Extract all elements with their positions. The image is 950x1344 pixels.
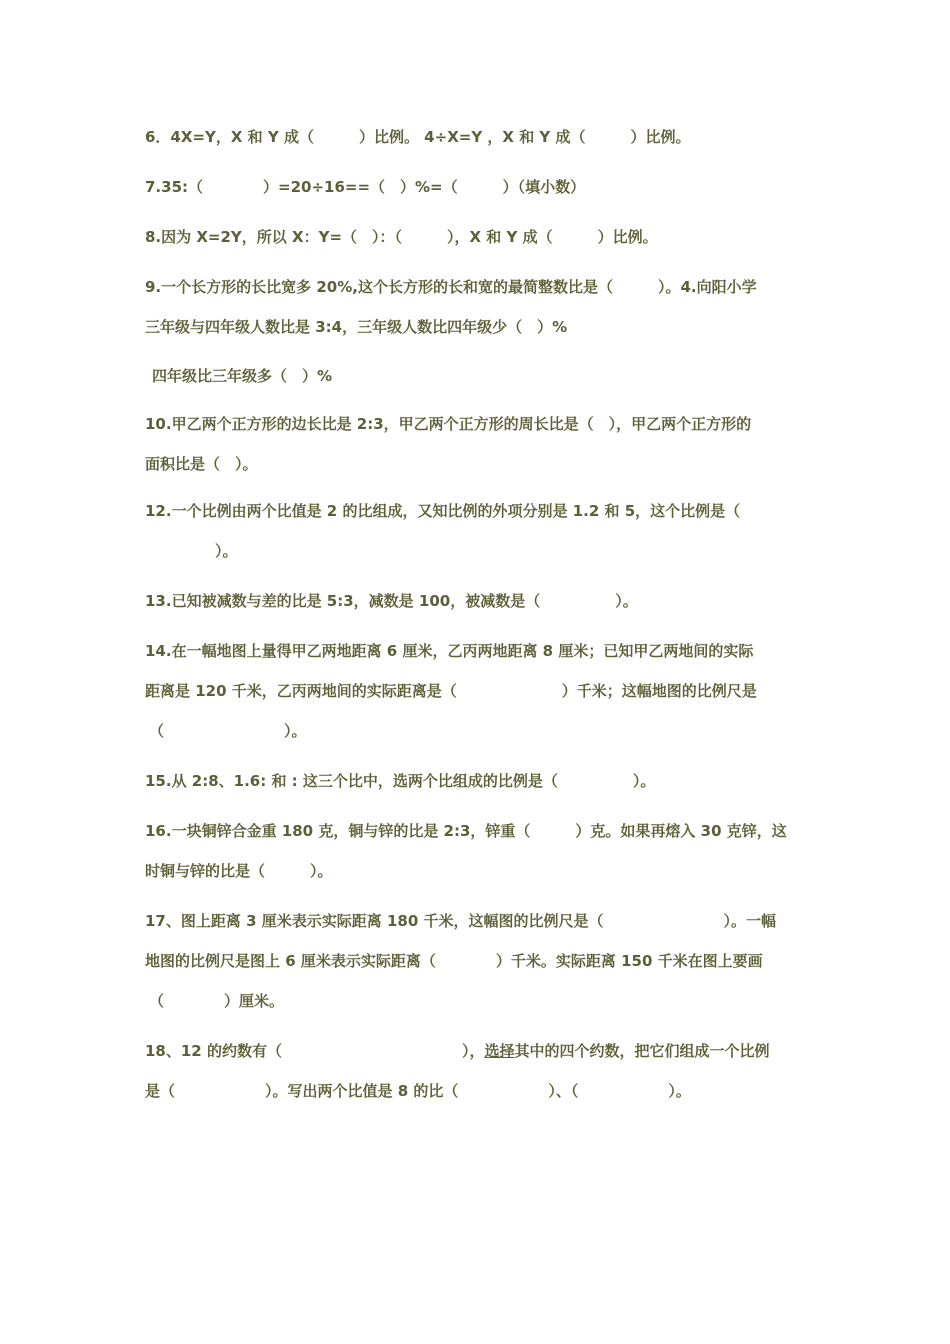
question-14-line-1: 14.在一幅地图上量得甲乙两地距离 6 厘米，乙丙两地距离 8 厘米；已知甲乙两地间的实际 [145,642,754,660]
question-9-line-1: 9.一个长方形的长比宽多 20%,这个长方形的长和宽的最简整数比是（ ）。4.向阳小学 [145,278,757,296]
question-7: 7.35:（ ）=20÷16==（ ）%=（ ）（填小数） [145,178,586,196]
question-6: 6．4X=Y，X 和 Y 成（ ）比例。 4÷X=Y ，X 和 Y 成（ ）比例。 [145,128,691,146]
question-14-line-2: 距离是 120 千米，乙丙两地间的实际距离是（ ）千米；这幅地图的比例尺是 [145,682,757,700]
question-15: 15.从 2:8、1.6: 和 : 这三个比中，选两个比组成的比例是（ ）。 [145,772,656,790]
question-17-line-2: 地图的比例尺是图上 6 厘米表示实际距离（ ）千米。实际距离 150 千米在图上要画 [145,952,763,970]
question-10-line-2: 面积比是（ ）。 [145,455,258,473]
question-12-line-2: ）。 [215,542,238,560]
question-10-line-1: 10.甲乙两个正方形的边长比是 2:3，甲乙两个正方形的周长比是（ ），甲乙两个正方形的 [145,415,752,433]
question-18-line-2: 是（ ）。写出两个比值是 8 的比（ ）、（ ）。 [145,1082,691,1100]
question-9-line-3: 四年级比三年级多（ ）% [152,367,333,385]
question-16-line-1: 16.一块铜锌合金重 180 克，铜与锌的比是 2:3，锌重（ ）克。如果再熔入 30 克锌，这 [145,822,787,840]
question-12-line-1: 12.一个比例由两个比值是 2 的比组成，又知比例的外项分别是 1.2 和 5，这个比例是（ [145,502,741,520]
question-13: 13.已知被减数与差的比是 5:3，减数是 100，被减数是（ ）。 [145,592,638,610]
question-17-line-1: 17、图上距离 3 厘米表示实际距离 180 千米，这幅图的比例尺是（ ）。一幅 [145,912,777,930]
question-18-line-1 [145,1041,815,1061]
question-18-text-a: 18、12 的约数有（ ）， [145,1042,485,1060]
question-16-line-2: 时铜与锌的比是（ ）。 [145,862,333,880]
select-underlined-word: 选择 [484,1042,515,1060]
question-9-line-2: 三年级与四年级人数比是 3:4，三年级人数比四年级少（ ）% [145,318,568,336]
question-18-text-b: 其中的四个约数，把它们组成一个比例 [514,1042,770,1060]
question-14-line-3: （ ）。 [149,722,307,740]
question-8: 8.因为 X=2Y，所以 X：Y=（ ）：（ ），X 和 Y 成（ ）比例。 [145,228,658,246]
question-17-line-3: （ ）厘米。 [149,992,285,1010]
